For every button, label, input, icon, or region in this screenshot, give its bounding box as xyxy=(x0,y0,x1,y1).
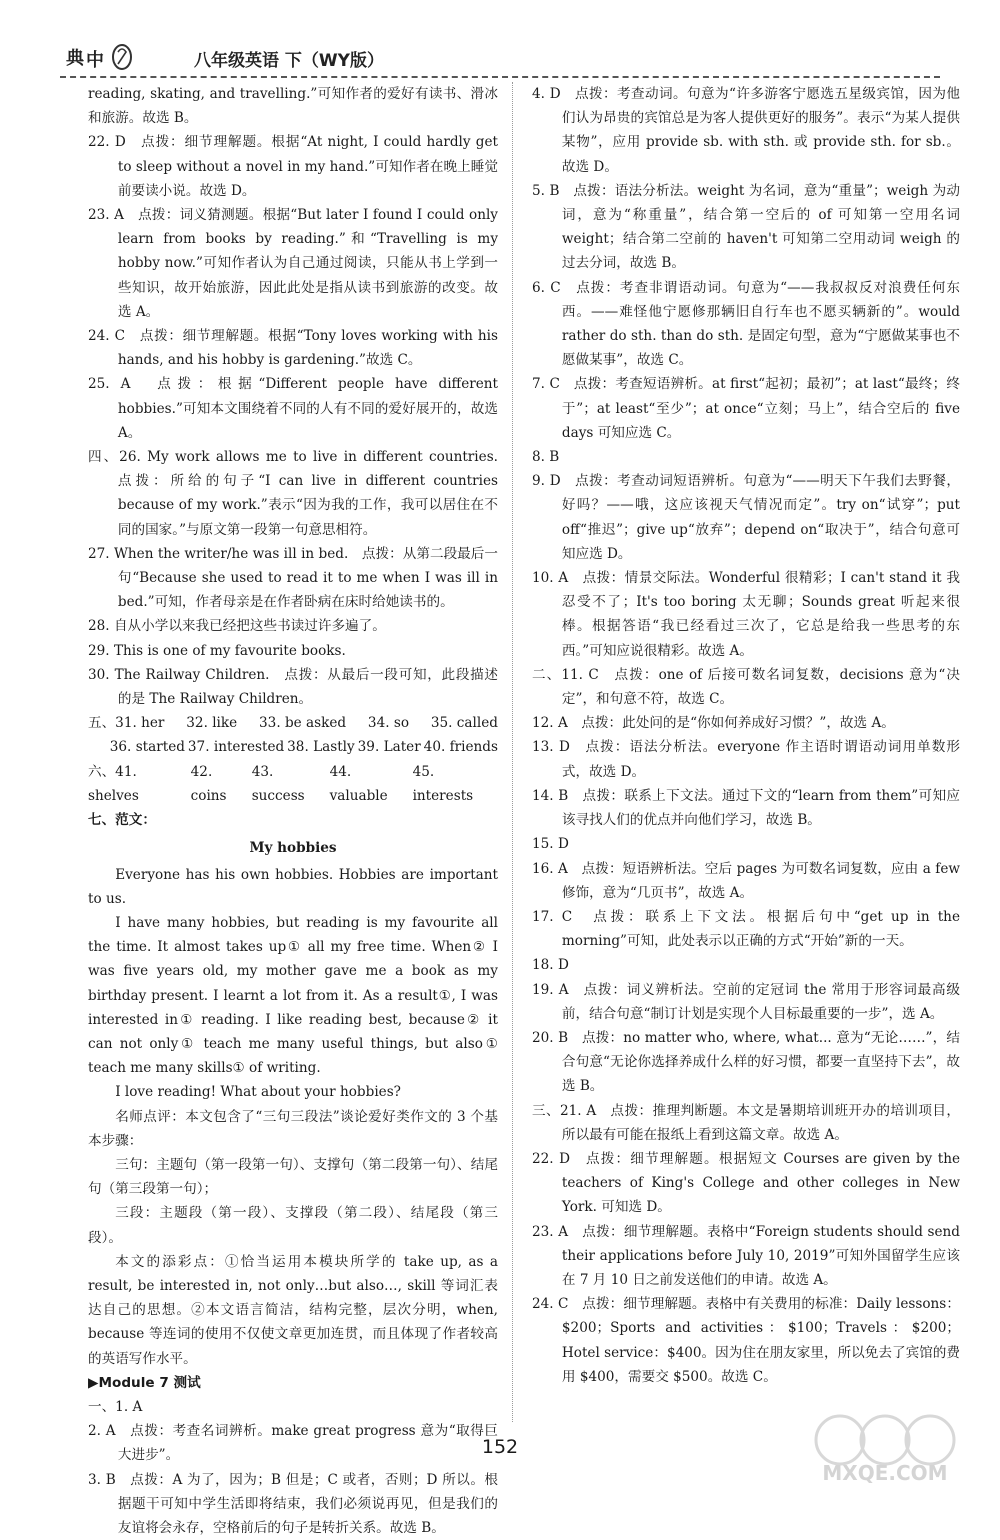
answer-cell: 六、41. shelves xyxy=(88,763,139,804)
answer-cell: 37. interested xyxy=(187,739,285,756)
answer-item: 23. A 点拨：词义猜测题。根据“But later I found I could only learn from books by reading.”和“Travelling is my hobby now.”可知作者认为自己通过阅读，只能从书上学到一些知识，故开始旅游，因此此处是指从读书到旅游的改变。故选 A。 xyxy=(88,207,498,320)
comment-paragraph: 三段：主题段（第一段）、支撑段（第二段）、结尾段（第三段）。 xyxy=(88,1205,498,1246)
answer-cell: 43. success xyxy=(251,763,305,804)
answer-item: 9. D 点拨：考查动词短语辨析。句意为“——明天下午我们去野餐，好吗？——哦，这应该视天气情况而定”。try on“试穿”；put off“推迟”；give up“放弃”；depend on“取决于”，结合句意可知应选 D。 xyxy=(532,473,960,562)
comment-paragraph: 名师点评：本文包含了“三句三段法”谈论爱好类作文的 3 个基本步骤： xyxy=(88,1108,498,1149)
column-divider xyxy=(512,82,513,1422)
answer-item: 10. A 点拨：情景交际法。Wonderful 很精彩；I can't stand it 我忍受不了；It's too boring 太无聊；Sounds great 听起来很棒。根据答语“我已经看过三次了，它总是给我一些思考的东西。”可知应说很精彩。故选 A。 xyxy=(532,570,960,659)
answer-cell: 五、31. her xyxy=(88,715,165,732)
answer-item: 28. 自从小学以来我已经把这些书读过许多遍了。 xyxy=(88,618,386,635)
answer-item: 14. B 点拨：联系上下文法。通过下文的“learn from them”可知应该寻找人们的优点并向他们学习，故选 B。 xyxy=(532,787,960,829)
answer-cell: 42. coins xyxy=(190,763,227,804)
essay-label: 七、范文： xyxy=(88,812,156,829)
answer-item: 27. When the writer/he was ill in bed. 点拨：从第二段最后一句“Because she used to read it to me when I was ill in bed.”可知，作者母亲是在作者卧病在床时给她读书的。 xyxy=(88,545,498,611)
answer-row-6 xyxy=(88,760,498,808)
page-number: 152 xyxy=(481,1436,519,1458)
answer-item: 22. D 点拨：细节理解题。根据短文 Courses are given by the teachers of King's College and other colleges in New York. 可知选 D。 xyxy=(532,1150,960,1216)
answer-item: 7. C 点拨：考查短语辨析。at first“起初；最初”；at last“最终；终于”；at least“至少”；at once“立刻；马上”，结合空后的 five days 可知应选 C。 xyxy=(532,376,960,441)
answer-item: 四、26. My work allows me to live in different countries. 点拨：所给的句子“I can live in different countries because of my work.”表示“因为我的工作，我可以居住在不同的国家。”与原文第一段第一句意思相符。 xyxy=(88,449,512,538)
answer-item: 24. C 点拨：细节理解题。根据“Tony loves working with his hands, and his hobby is gardening.”故选 C。 xyxy=(88,328,498,369)
comment-paragraph: 本文的添彩点：①恰当运用本模块所学的 take up, as a result, be interested in, not only…but also…, skill 等词汇表达自己的思想。②本文语言简洁，结构完整，层次分明，when, because 等连词的使用不仅使文章更加连贯，而且体现了作者较高的英语写作水平。 xyxy=(88,1253,498,1367)
essay-paragraph: I have many hobbies, but reading is my favourite all the time. It almost takes up① all my free time. When② I was five years old, my mother gave me a book as my birthday present. I learnt a lot from it. As a result①, I was interested in① reading. I like reading best, because② it can not only① teach me many useful things, but also① teach me many skills① of writing. xyxy=(88,914,498,1077)
comment-paragraph: 三句：主题句（第一段第一句）、支撑句（第二段第一句）、结尾句（第三段第一句）； xyxy=(88,1156,498,1198)
answer-item: 29. This is one of my favourite books. xyxy=(88,642,346,659)
answer-cell: 45. interests xyxy=(412,763,474,804)
answer-cell: 33. be asked xyxy=(259,715,347,732)
answer-item: 23. A 点拨：细节理解题。表格中“Foreign students should send their applications before July 10, 2019”可知外国留学生应该在 7 月 10 日之前发送他们的申请。故选 A。 xyxy=(532,1223,960,1288)
brand-logo-icon xyxy=(66,42,136,72)
answer-cell: 32. like xyxy=(186,715,238,732)
answer-item: 30. The Railway Children. 点拨：从最后一段可知，此段描述的是 The Railway Children。 xyxy=(88,666,498,708)
svg-text:典: 典 xyxy=(66,48,84,69)
answer-cell: 40. friends xyxy=(423,739,498,756)
essay-title: My hobbies xyxy=(249,840,337,857)
answer-item: 24. C 点拨：细节理解题。表格中有关费用的标准：Daily lessons：$200；Sports and activities：$100；Travels：$200；Hotel service：$400。因为住在朋友家里，所以免去了宾馆的费用 $400，需要交 $500。故选 C。 xyxy=(532,1296,960,1385)
answer-item: 5. B 点拨：语法分析法。weight 为名词，意为“重量”；weigh 为动词，意为“称重量”，结合第一空后的 of 可知第一空用名词 weight；结合第二空前的 haven't 可知第二空用动词 weigh 的过去分词，故选 B。 xyxy=(532,182,960,272)
module-title: ▶Module 7 测试 xyxy=(88,1374,201,1391)
answer-item: 6. C 点拨：考查非谓语动词。句意为“——我叔叔反对浪费任何东西。——难怪他宁愿修那辆旧自行车也不愿买辆新的”。would rather do sth. than do sth. 是固定句型，意为“宁愿做某事也不愿做某事”，故选 C。 xyxy=(532,279,960,369)
answer-item: 三、21. A 点拨：推理判断题。本文是暑期培训班开办的培训项目，所以最有可能在报纸上看到这篇文章。故选 A。 xyxy=(532,1102,960,1143)
page-header xyxy=(60,40,940,78)
answer-item: 2. A 点拨：考查名词辨析。make great progress 意为“取得巨大进步”。 xyxy=(88,1423,498,1464)
answer-cell: 39. Later xyxy=(357,739,421,756)
page-title: 八年级英语 下（WY版） xyxy=(194,51,384,71)
answer-row-5b xyxy=(88,735,498,759)
answer-item: 15. D xyxy=(532,836,569,853)
answer-cell: 34. so xyxy=(367,715,410,732)
answer-item: 25. A 点拨：根据“Different people have different hobbies.”可知本文围绕着不同的人有不同的爱好展开的，故选 A。 xyxy=(88,376,498,441)
answer-cell: 38. Lastly xyxy=(287,739,355,756)
answer-item: 3. B 点拨：A 为了，因为；B 但是；C 或者，否则；D 所以。根据题干可知中学生活即将结束，我们必须说再见，但是我们的友谊将会永存，空格前后的句子是转折关系。故选 B。 xyxy=(88,1471,498,1536)
answer-item: 12. A 点拨：此处问的是“你如何养成好习惯？”，故选 A。 xyxy=(532,715,895,732)
answer-item: 19. A 点拨：词义辨析法。空前的定冠词 the 常用于形容词最高级前，结合句意“制订计划是实现个人目标最重要的一步”，选 A。 xyxy=(532,981,960,1022)
watermark-stamp-icon xyxy=(800,1408,970,1488)
essay-paragraph: Everyone has his own hobbies. Hobbies are important to us. xyxy=(88,866,498,907)
answer-item: 17. C 点拨：联系上下文法。根据后句中“get up in the morning”可知，此处表示以正确的方式“开始”新的一天。 xyxy=(532,908,960,950)
svg-text:中: 中 xyxy=(86,50,104,71)
answer-cell: 36. started xyxy=(109,739,185,756)
answer-item: 22. D 点拨：细节理解题。根据“At night, I could hardly get to sleep without a novel in my hand.”可知作者在晚上睡觉前要读小说。故选 D。 xyxy=(88,134,498,199)
answer-item: 一、1. A xyxy=(88,1398,143,1415)
answer-item: 16. A 点拨：短语辨析法。空后 pages 为可数名词复数，应由 a few 修饰，意为“几页书”，故选 A。 xyxy=(532,860,960,901)
answer-item: 20. B 点拨：no matter who, where, what... 意为“无论……”，结合句意“无论你选择养成什么样的好习惯，都要一直坚持下去”，故选 B。 xyxy=(532,1029,960,1095)
right-column xyxy=(532,82,960,1389)
answer-cell: 44. valuable xyxy=(329,763,388,804)
answer-item: 18. D xyxy=(532,957,569,974)
answer-cell: 35. called xyxy=(430,715,498,732)
answer-item: 13. D 点拨：语法分析法。everyone 作主语时谓语动词用单数形式，故选 D。 xyxy=(532,739,960,780)
answer-item: reading, skating, and travelling.”可知作者的爱好有读书、滑冰和旅游。故选 B。 xyxy=(88,86,498,127)
svg-text:MXQE.COM: MXQE.COM xyxy=(822,1461,948,1485)
essay-paragraph: I love reading! What about your hobbies? xyxy=(115,1084,401,1101)
answer-item: 二、11. C 点拨：one of 后接可数名词复数，decisions 意为“决定”，和句意不符，故选 C。 xyxy=(532,666,960,708)
answer-row-5a xyxy=(88,711,498,735)
answer-item: 8. B xyxy=(532,449,560,466)
answer-item: 4. D 点拨：考查动词。句意为“许多游客宁愿选五星级宾馆，因为他们认为昂贵的宾馆总是为客人提供更好的服务”。表示“为某人提供某物”，应用 provide sb. with sth. 或 provide sth. for sb.。故选 D。 xyxy=(532,86,960,175)
